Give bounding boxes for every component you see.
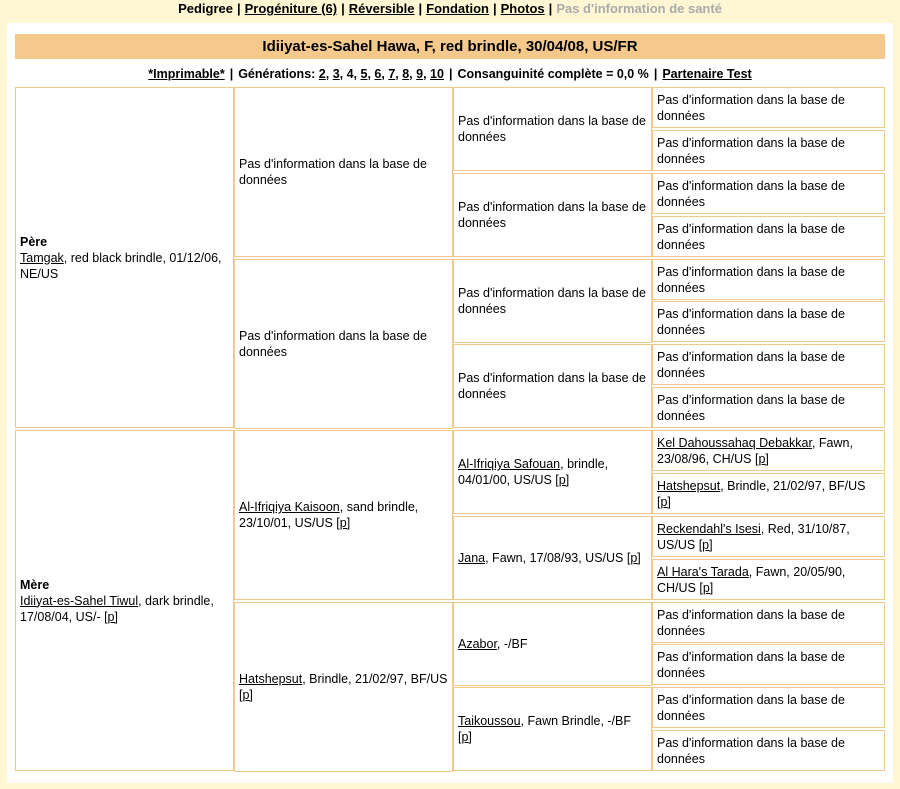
separator: |: [448, 67, 453, 81]
pedigree-cell-gen3: [453, 87, 652, 171]
no-info-text: Pas d'information dans la base de données: [657, 92, 845, 123]
nav-item-pas-d-information-de-sant: Pas d'information de santé: [556, 1, 722, 16]
dog-details: , -/BF: [496, 637, 528, 651]
cell-content: [239, 499, 448, 531]
cell-content: [657, 564, 880, 596]
generation-link-8[interactable]: 8: [402, 67, 410, 81]
dam-label: Mère: [20, 577, 50, 592]
printable-link[interactable]: *Imprimable*: [148, 67, 225, 81]
pedigree-cell-gen4: [652, 730, 885, 771]
cell-content: [239, 671, 448, 703]
dog-details: , Fawn, 23/08/96, CH/US: [657, 435, 853, 466]
pedigree-cell-gen4: [652, 301, 885, 342]
generation-link-6[interactable]: 6: [374, 67, 382, 81]
dog-name-link[interactable]: Idiiyat-es-Sahel Tiwul: [20, 593, 139, 608]
cell-content: [458, 456, 647, 488]
no-info-text: Pas d'information dans la base de données: [657, 692, 845, 723]
generation-link-2[interactable]: 2: [318, 67, 326, 81]
generation-link-9[interactable]: 9: [416, 67, 424, 81]
cell-content: [458, 713, 647, 745]
cell-content: [458, 550, 647, 566]
dog-name-link[interactable]: Al-Ifriqiya Kaisoon: [239, 500, 340, 514]
nav-separator: |: [236, 1, 241, 16]
dog-details: , dark brindle, 17/08/04, US/-: [20, 593, 214, 624]
nav-separator: |: [492, 1, 497, 16]
no-info-text: Pas d'information dans la base de données: [657, 135, 845, 166]
pedigree-cell-gen4: [652, 602, 885, 643]
no-info-text: Pas d'information dans la base de données: [657, 607, 845, 638]
pedigree-cell-gen4: [652, 130, 885, 171]
cell-content: [20, 577, 229, 625]
top-navigation: [0, 0, 900, 18]
pedigree-cell-gen4: [652, 87, 885, 128]
pedigree-cell-gen2: [234, 430, 453, 600]
separator: |: [229, 67, 234, 81]
photo-p-link[interactable]: [p]: [626, 551, 641, 565]
pedigree-cell-gen3: [453, 602, 652, 686]
dog-name-link[interactable]: Jana: [458, 551, 486, 565]
cell-content: [657, 649, 880, 681]
dog-name-link[interactable]: Al Hara's Tarada: [657, 564, 749, 579]
cell-content: [657, 478, 880, 510]
pedigree-cell-gen1: [15, 87, 234, 428]
sire-label: Père: [20, 234, 48, 249]
dog-details: , brindle, 04/01/00, US/US: [458, 457, 609, 487]
nav-link-r-versible[interactable]: Réversible: [348, 1, 415, 16]
dog-name-link[interactable]: Tamgak: [20, 250, 64, 265]
generations-label: Générations:: [238, 67, 319, 81]
separator: |: [653, 67, 658, 81]
pedigree-cell-gen3: [453, 259, 652, 343]
dog-details: , red black brindle, 01/12/06, NE/US: [20, 250, 222, 281]
pedigree-cell-gen4: [652, 430, 885, 471]
cell-content: [458, 285, 647, 317]
photo-p-link[interactable]: [p]: [698, 537, 713, 552]
no-info-text: Pas d'information dans la base de données: [239, 157, 427, 187]
no-info-text: Pas d'information dans la base de données: [657, 392, 845, 423]
dog-name-link[interactable]: Al-Ifriqiya Safouan: [458, 457, 561, 471]
photo-p-link[interactable]: [p]: [239, 688, 253, 702]
cell-content: [657, 92, 880, 124]
nav-separator: |: [418, 1, 423, 16]
pedigree-cell-gen1: [15, 430, 234, 771]
no-info-text: Pas d'information dans la base de données: [657, 306, 845, 337]
dog-name-link[interactable]: Taikoussou: [458, 714, 521, 728]
cell-content: [20, 234, 229, 282]
generation-link-7[interactable]: 7: [388, 67, 396, 81]
nav-separator: |: [548, 1, 553, 16]
no-info-text: Pas d'information dans la base de données: [458, 200, 646, 230]
photo-p-link[interactable]: [p]: [699, 580, 714, 595]
nav-item-pedigree: Pedigree: [178, 1, 233, 16]
pedigree-cell-gen2: [234, 259, 453, 429]
no-info-text: Pas d'information dans la base de données: [239, 329, 427, 359]
options-bar: *Imprimable* | Générations: 2, 3, 4, 5, 6, 7, 8, 9, 10 | Consanguinité complète = 0,0 % | Partenaire Test: [148, 67, 752, 81]
cell-content: [657, 692, 880, 724]
pedigree-cell-gen3: [453, 516, 652, 600]
pedigree-cell-gen3: [453, 173, 652, 257]
cell-content: [657, 435, 880, 467]
photo-p-link[interactable]: [p]: [657, 494, 671, 509]
cell-content: [458, 636, 647, 652]
pedigree-cell-gen4: [652, 344, 885, 385]
pedigree-cell-gen4: [652, 644, 885, 685]
page-title: Idiiyat-es-Sahel Hawa, F, red brindle, 30/04/08, US/FR: [15, 34, 885, 59]
cell-content: [458, 199, 647, 231]
cell-content: [657, 264, 880, 296]
cell-content: [657, 135, 880, 167]
cell-content: [458, 113, 647, 145]
dog-name-link[interactable]: Kel Dahoussahaq Debakkar: [657, 435, 812, 450]
cell-content: [239, 156, 448, 188]
dog-details: , Fawn, 17/08/93, US/US: [485, 551, 627, 565]
no-info-text: Pas d'information dans la base de données: [657, 649, 845, 680]
photo-p-link[interactable]: [p]: [458, 730, 472, 744]
pedigree-panel: [7, 23, 893, 783]
inbreeding-coefficient: Consanguinité complète = 0,0 %: [457, 67, 649, 81]
photo-p-link[interactable]: [p]: [104, 609, 118, 624]
no-info-text: Pas d'information dans la base de données: [657, 264, 845, 295]
dog-name-link[interactable]: Hatshepsut: [657, 478, 721, 493]
nav-link-prog-niture-6[interactable]: Progéniture (6): [244, 1, 338, 16]
dog-name-link[interactable]: Hatshepsut: [239, 672, 303, 686]
generation-link-3[interactable]: 3: [332, 67, 340, 81]
test-partner-link[interactable]: Partenaire Test: [662, 67, 752, 81]
no-info-text: Pas d'information dans la base de données: [458, 286, 646, 316]
generation-link-10[interactable]: 10: [430, 67, 444, 81]
dog-name-link[interactable]: Reckendahl's Isesi: [657, 521, 761, 536]
no-info-text: Pas d'information dans la base de données: [657, 349, 845, 380]
dog-details: , Brindle, 21/02/97, BF/US: [720, 478, 866, 493]
dog-details: , sand brindle, 23/10/01, US/US: [239, 500, 419, 530]
dog-details: , Brindle, 21/02/97, BF/US: [302, 672, 448, 686]
nav-separator: |: [341, 1, 345, 16]
pedigree-cell-gen4: [652, 173, 885, 214]
pedigree-cell-gen4: [652, 516, 885, 557]
pedigree-cell-gen2: [234, 87, 453, 257]
nav-link-fondation[interactable]: Fondation: [426, 1, 489, 16]
no-info-text: Pas d'information dans la base de données: [657, 735, 845, 766]
cell-content: [657, 178, 880, 210]
dog-details: , Fawn Brindle, -/BF: [520, 714, 631, 728]
photo-p-link[interactable]: [p]: [754, 451, 769, 466]
pedigree-cell-gen4: [652, 259, 885, 300]
pedigree-cell-gen3: [453, 430, 652, 514]
dog-name-link[interactable]: Azabor: [458, 637, 497, 651]
no-info-text: Pas d'information dans la base de données: [657, 221, 845, 252]
cell-content: [458, 370, 647, 402]
pedigree-cell-gen2: [234, 602, 453, 772]
photo-p-link[interactable]: [p]: [555, 473, 570, 487]
no-info-text: Pas d'information dans la base de données: [458, 371, 646, 401]
pedigree-cell-gen4: [652, 473, 885, 514]
pedigree-cell-gen4: [652, 687, 885, 728]
no-info-text: Pas d'information dans la base de données: [458, 114, 646, 144]
dog-details: , Fawn, 20/05/90, CH/US: [657, 564, 846, 595]
cell-content: [657, 349, 880, 381]
cell-content: [657, 306, 880, 338]
photo-p-link[interactable]: [p]: [336, 516, 351, 530]
pedigree-cell-gen3: [453, 687, 652, 771]
nav-link-photos[interactable]: Photos: [500, 1, 545, 16]
dog-details: , Red, 31/10/87, US/US: [657, 521, 850, 552]
no-info-text: Pas d'information dans la base de données: [657, 178, 845, 209]
cell-content: [657, 392, 880, 424]
pedigree-cell-gen4: [652, 387, 885, 428]
pedigree-cell-gen4: [652, 559, 885, 600]
cell-content: [657, 735, 880, 767]
generation-link-5[interactable]: 5: [360, 67, 368, 81]
cell-content: [657, 607, 880, 639]
cell-content: [657, 221, 880, 253]
cell-content: [657, 521, 880, 553]
pedigree-cell-gen4: [652, 216, 885, 257]
pedigree-cell-gen3: [453, 344, 652, 428]
generation-current-4: 4: [346, 67, 354, 81]
cell-content: [239, 328, 448, 360]
